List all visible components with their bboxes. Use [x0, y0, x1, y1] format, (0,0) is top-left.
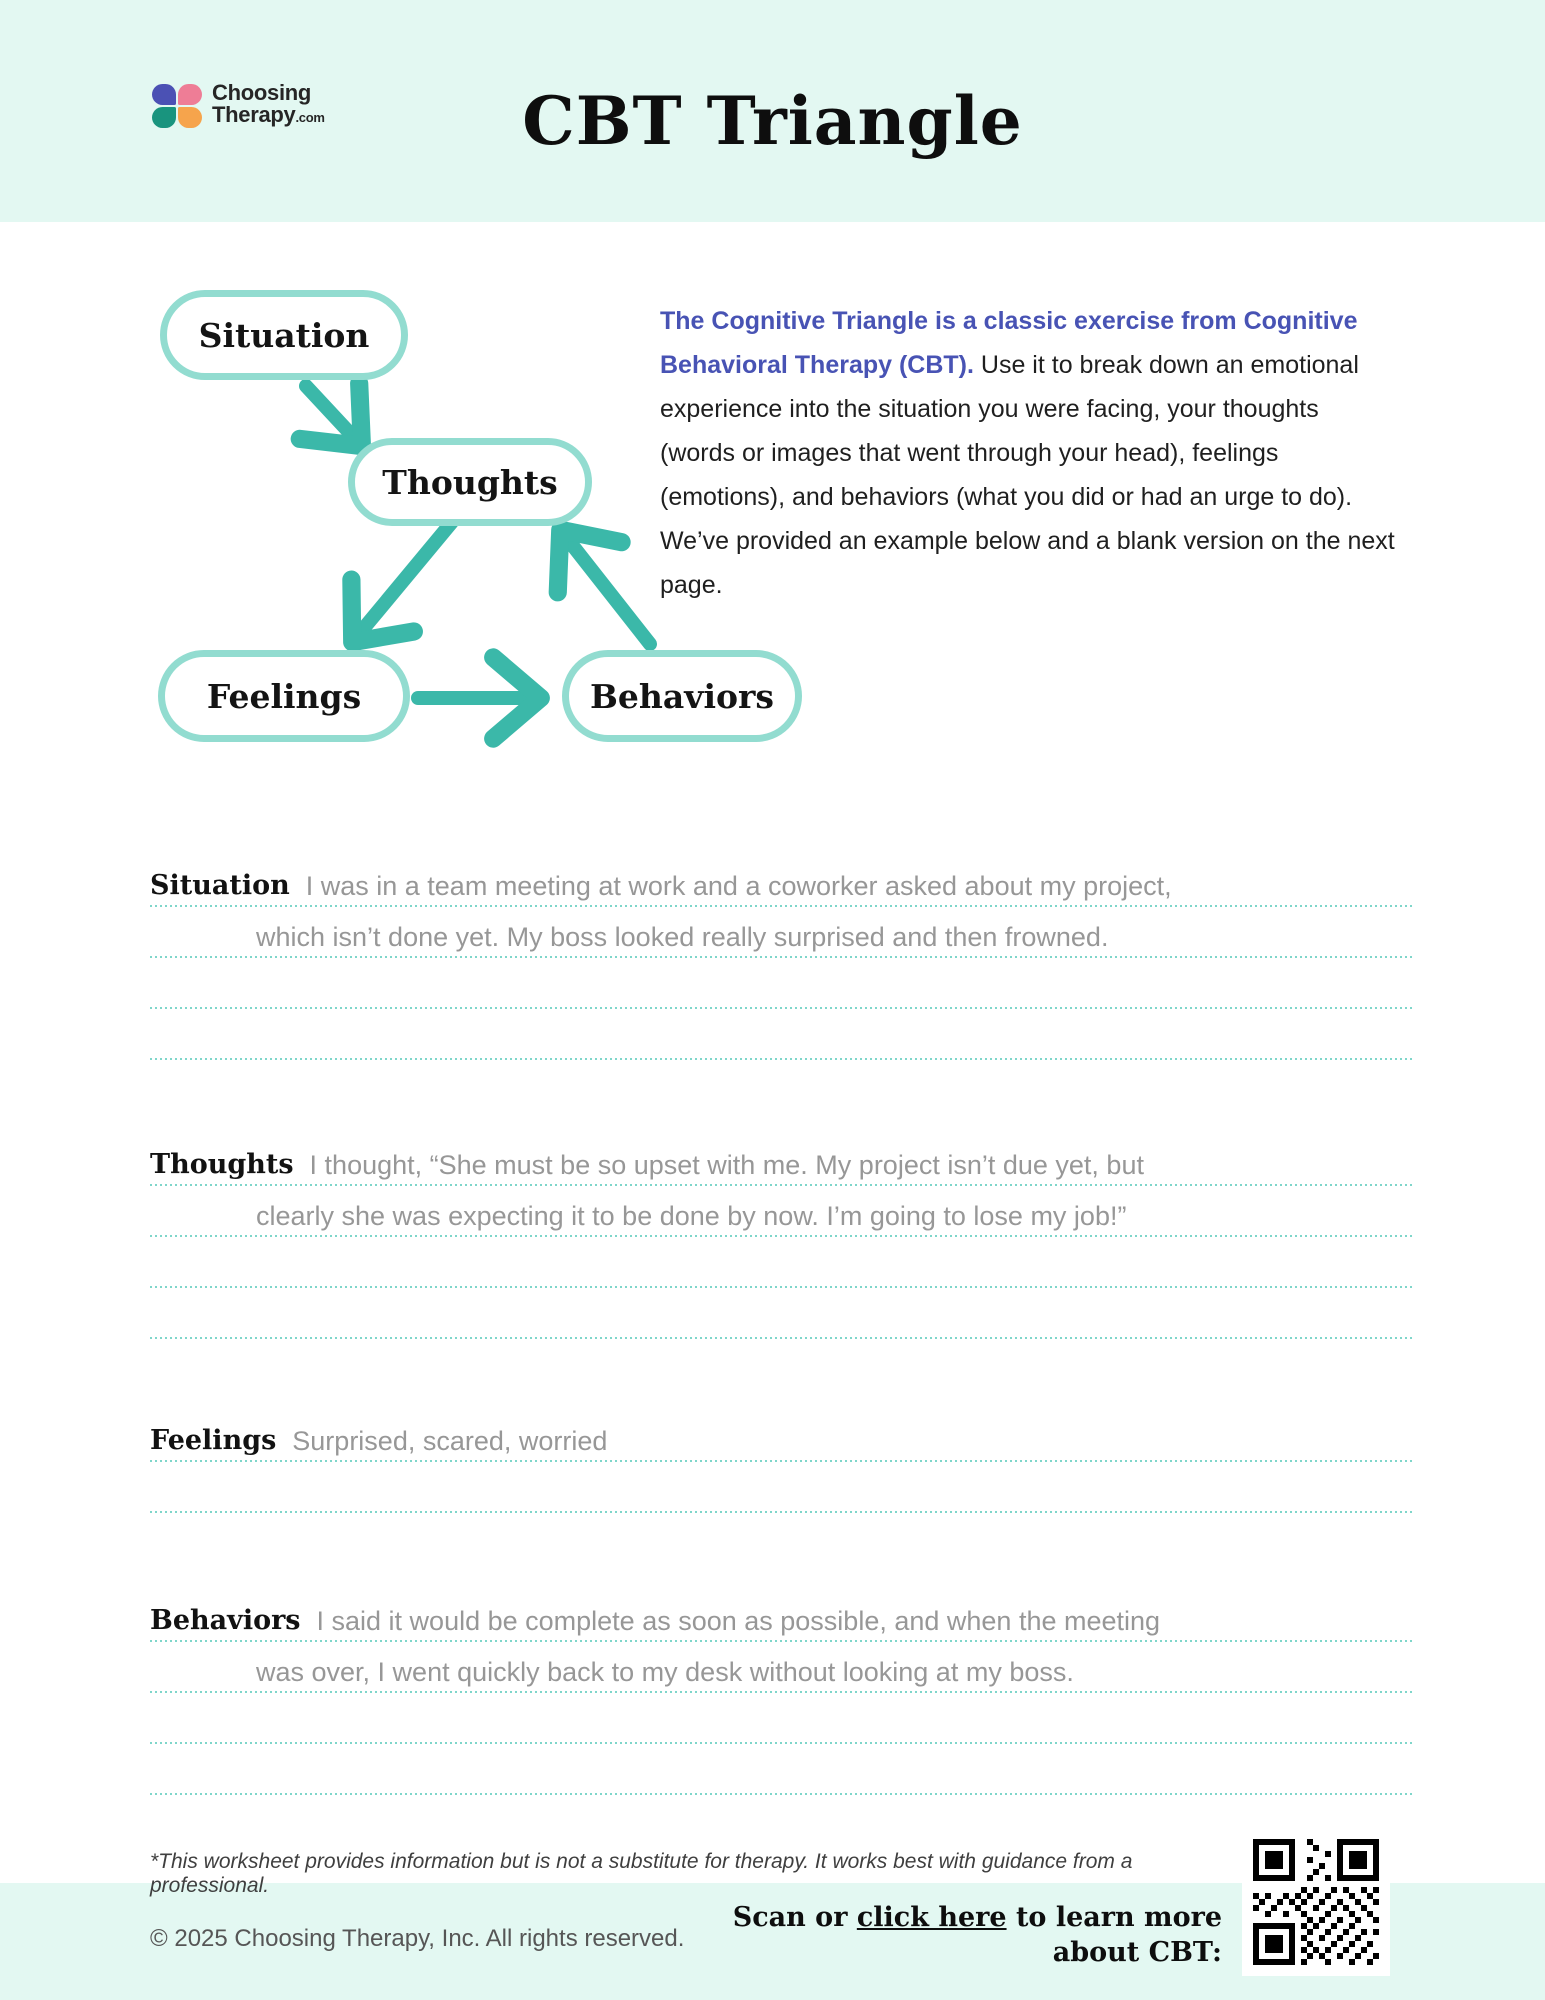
brand-name-line2: Therapy.com	[212, 102, 325, 127]
disclaimer-text: *This worksheet provides information but is not a substitute for therapy. It works best with guidance from a professional.	[150, 1850, 1133, 1897]
behaviors-answer-1: I said it would be complete as soon as possible, and when the meeting	[316, 1606, 1161, 1636]
thoughts-label: Thoughts	[150, 1149, 294, 1180]
behaviors-answer-2: was over, I went quickly back to my desk without looking at my boss.	[256, 1657, 1074, 1687]
brand-name-suffix: .com	[295, 110, 325, 125]
thoughts-blank-line	[150, 1237, 1412, 1288]
feelings-answer-1: Surprised, scared, worried	[292, 1426, 608, 1456]
node-thoughts: Thoughts	[348, 438, 592, 526]
scan-prefix: Scan or	[732, 1902, 857, 1933]
situation-blank-line	[150, 958, 1412, 1009]
thoughts-line-1	[150, 1135, 1412, 1186]
thoughts-line-2	[150, 1186, 1412, 1237]
arrow-situation-to-thoughts	[306, 386, 360, 444]
scan-cta-line1	[722, 1900, 1222, 1935]
intro-highlight: The Cognitive Triangle is a classic exercise from Cognitive Behavioral Therapy (CBT).	[660, 307, 1358, 379]
behaviors-line-2	[150, 1642, 1412, 1693]
page-title: CBT Triangle	[522, 82, 1023, 160]
behaviors-label: Behaviors	[150, 1605, 301, 1636]
situation-line-1	[150, 856, 1412, 907]
situation-answer-1: I was in a team meeting at work and a coworker asked about my project,	[305, 871, 1172, 901]
thoughts-answer-1: I thought, “She must be so upset with me. My project isn’t due yet, but	[309, 1150, 1144, 1180]
feelings-section	[150, 1411, 1412, 1513]
intro-body: Use it to break down an emotional experience into the situation you were facing, your thoughts (words or images that went through your head), feelings (emotions), and behaviors (what you did or had an urge to do). We’ve provided an example below and a blank version on the next page.	[660, 351, 1395, 599]
qr-code-image	[1253, 1839, 1379, 1965]
situation-section	[150, 856, 1412, 1060]
qr-code	[1242, 1828, 1390, 1976]
feelings-line-1	[150, 1411, 1412, 1462]
scan-middle: to learn more	[1006, 1902, 1222, 1933]
thoughts-answer-2: clearly she was expecting it to be done by now. I’m going to lose my job!”	[256, 1201, 1127, 1231]
node-behaviors: Behaviors	[562, 650, 802, 742]
feelings-blank-line	[150, 1462, 1412, 1513]
click-here-link[interactable]: click here	[856, 1902, 1007, 1933]
thoughts-blank-line	[150, 1288, 1412, 1339]
thoughts-section	[150, 1135, 1412, 1339]
scan-cta-line2: about CBT:	[1052, 1937, 1222, 1968]
node-situation: Situation	[160, 290, 408, 380]
arrow-behaviors-to-thoughts	[562, 532, 650, 644]
scan-cta	[722, 1900, 1222, 1970]
behaviors-blank-line	[150, 1744, 1412, 1795]
arrow-thoughts-to-feelings	[354, 522, 452, 640]
brand-name-line1: Choosing	[212, 80, 312, 105]
copyright-text: © 2025 Choosing Therapy, Inc. All rights reserved.	[150, 1925, 685, 1952]
behaviors-section	[150, 1591, 1412, 1795]
behaviors-line-1	[150, 1591, 1412, 1642]
feelings-label: Feelings	[150, 1425, 277, 1456]
situation-answer-2: which isn’t done yet. My boss looked really surprised and then frowned.	[256, 922, 1109, 952]
situation-blank-line	[150, 1009, 1412, 1060]
situation-label: Situation	[150, 870, 290, 901]
situation-line-2	[150, 907, 1412, 958]
node-feelings: Feelings	[158, 650, 410, 742]
behaviors-blank-line	[150, 1693, 1412, 1744]
